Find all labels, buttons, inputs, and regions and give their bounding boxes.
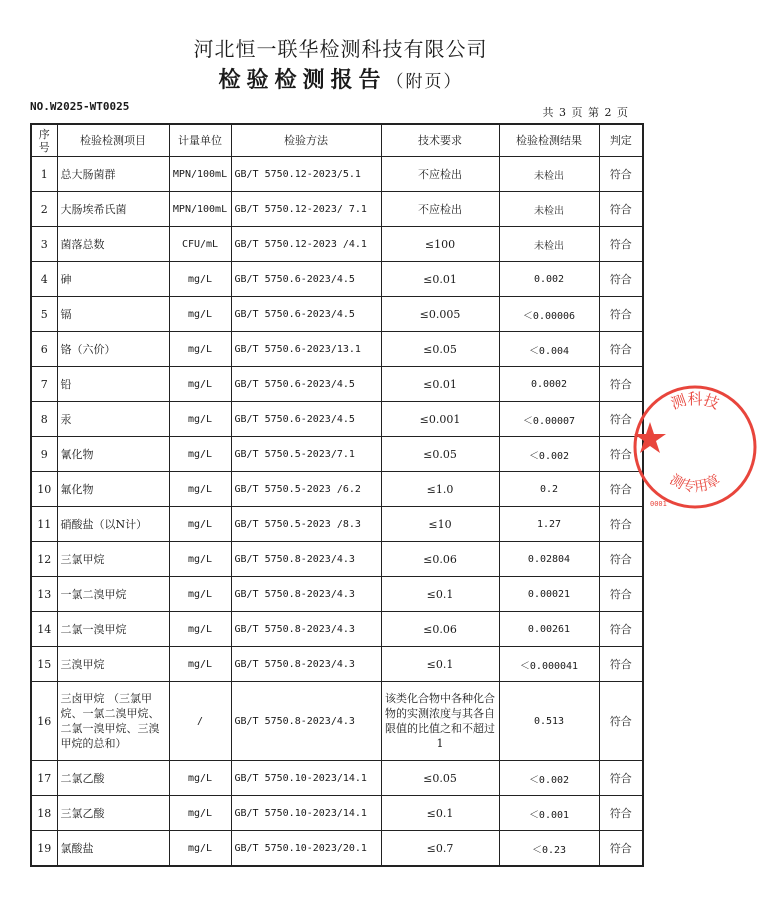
cell-method: GB/T 5750.8-2023/4.3: [231, 577, 381, 612]
cell-seq: 12: [31, 542, 57, 577]
cell-method: GB/T 5750.10-2023/14.1: [231, 796, 381, 831]
cell-method: GB/T 5750.5-2023 /6.2: [231, 472, 381, 507]
table-row: [31, 157, 643, 192]
cell-item: 硝酸盐（以N计）: [57, 507, 169, 542]
cell-seq: 15: [31, 647, 57, 682]
cell-item: 三卤甲烷 （三氯甲烷、一氯二溴甲烷、二氯一溴甲烷、三溴甲烷的总和）: [57, 682, 169, 761]
table-row: [31, 647, 643, 682]
cell-unit: mg/L: [169, 796, 231, 831]
cell-judgement: 符合: [599, 157, 643, 192]
cell-judgement: 符合: [599, 831, 643, 867]
cell-item: 菌落总数: [57, 227, 169, 262]
cell-requirement: ≤0.05: [381, 761, 499, 796]
col-header-seq: 序号: [31, 124, 57, 157]
cell-seq: 7: [31, 367, 57, 402]
cell-judgement: 符合: [599, 796, 643, 831]
cell-unit: mg/L: [169, 542, 231, 577]
cell-requirement: ≤10: [381, 507, 499, 542]
cell-judgement: 符合: [599, 297, 643, 332]
cell-requirement: ≤1.0: [381, 472, 499, 507]
cell-judgement: 符合: [599, 612, 643, 647]
table-row: [31, 796, 643, 831]
cell-seq: 8: [31, 402, 57, 437]
cell-unit: mg/L: [169, 577, 231, 612]
cell-method: GB/T 5750.10-2023/20.1: [231, 831, 381, 867]
cell-seq: 11: [31, 507, 57, 542]
col-header-judgement: 判定: [599, 124, 643, 157]
cell-requirement: ≤0.1: [381, 796, 499, 831]
table-row: [31, 192, 643, 227]
cell-item: 镉: [57, 297, 169, 332]
cell-requirement: 不应检出: [381, 157, 499, 192]
cell-method: GB/T 5750.5-2023 /8.3: [231, 507, 381, 542]
cell-result: ＜0.00007: [499, 402, 599, 437]
cell-result: 0.002: [499, 262, 599, 297]
table-row: [31, 402, 643, 437]
cell-item: 氯酸盐: [57, 831, 169, 867]
cell-seq: 6: [31, 332, 57, 367]
cell-seq: 5: [31, 297, 57, 332]
cell-item: 总大肠菌群: [57, 157, 169, 192]
table-row: [31, 542, 643, 577]
cell-item: 铅: [57, 367, 169, 402]
cell-requirement: ≤0.06: [381, 612, 499, 647]
cell-result: ＜0.001: [499, 796, 599, 831]
cell-result: 0.513: [499, 682, 599, 761]
cell-result: 1.27: [499, 507, 599, 542]
cell-seq: 14: [31, 612, 57, 647]
cell-requirement: ≤0.01: [381, 367, 499, 402]
seal-bottom-text: 测专用章: [666, 471, 724, 496]
cell-method: GB/T 5750.10-2023/14.1: [231, 761, 381, 796]
table-row: [31, 761, 643, 796]
cell-result: 0.2: [499, 472, 599, 507]
cell-judgement: 符合: [599, 682, 643, 761]
table-row: [31, 227, 643, 262]
cell-seq: 17: [31, 761, 57, 796]
cell-method: GB/T 5750.6-2023/13.1: [231, 332, 381, 367]
cell-unit: mg/L: [169, 761, 231, 796]
cell-judgement: 符合: [599, 761, 643, 796]
cell-seq: 19: [31, 831, 57, 867]
cell-item: 铬（六价）: [57, 332, 169, 367]
cell-judgement: 符合: [599, 437, 643, 472]
cell-unit: mg/L: [169, 831, 231, 867]
cell-item: 氟化物: [57, 472, 169, 507]
cell-unit: mg/L: [169, 332, 231, 367]
cell-method: GB/T 5750.6-2023/4.5: [231, 262, 381, 297]
cell-judgement: 符合: [599, 542, 643, 577]
cell-result: ＜0.002: [499, 437, 599, 472]
cell-unit: mg/L: [169, 402, 231, 437]
cell-item: 氰化物: [57, 437, 169, 472]
cell-judgement: 符合: [599, 402, 643, 437]
col-header-result: 检验检测结果: [499, 124, 599, 157]
cell-seq: 4: [31, 262, 57, 297]
cell-judgement: 符合: [599, 647, 643, 682]
cell-unit: mg/L: [169, 437, 231, 472]
cell-result: 未检出: [499, 157, 599, 192]
cell-item: 砷: [57, 262, 169, 297]
cell-requirement: ≤0.01: [381, 262, 499, 297]
cell-requirement: 不应检出: [381, 192, 499, 227]
cell-judgement: 符合: [599, 332, 643, 367]
cell-unit: MPN/100mL: [169, 157, 231, 192]
cell-item: 大肠埃希氏菌: [57, 192, 169, 227]
col-header-method: 检验方法: [231, 124, 381, 157]
table-row: [31, 262, 643, 297]
cell-unit: mg/L: [169, 647, 231, 682]
cell-result: 0.0002: [499, 367, 599, 402]
cell-result: 未检出: [499, 227, 599, 262]
seal-top-text: 测科技: [668, 390, 722, 413]
table-row: [31, 472, 643, 507]
cell-unit: mg/L: [169, 367, 231, 402]
cell-seq: 13: [31, 577, 57, 612]
cell-result: ＜0.00006: [499, 297, 599, 332]
cell-item: 三氯甲烷: [57, 542, 169, 577]
cell-result: 未检出: [499, 192, 599, 227]
company-name: 河北恒一联华检测科技有限公司: [193, 37, 488, 61]
table-header-row: [31, 124, 643, 157]
cell-requirement: ≤0.001: [381, 402, 499, 437]
table-row: [31, 367, 643, 402]
cell-unit: mg/L: [169, 297, 231, 332]
cell-result: 0.02804: [499, 542, 599, 577]
cell-seq: 9: [31, 437, 57, 472]
cell-requirement: 该类化合物中各种化合物的实测浓度与其各自限值的比值之和不超过1: [381, 682, 499, 761]
report-title-sub: （附页）: [386, 72, 463, 92]
cell-result: ＜0.000041: [499, 647, 599, 682]
cell-item: 三溴甲烷: [57, 647, 169, 682]
cell-judgement: 符合: [599, 507, 643, 542]
cell-judgement: 符合: [599, 577, 643, 612]
col-header-requirement: 技术要求: [381, 124, 499, 157]
cell-seq: 18: [31, 796, 57, 831]
cell-requirement: ≤0.7: [381, 831, 499, 867]
cell-unit: mg/L: [169, 612, 231, 647]
table-row: [31, 577, 643, 612]
cell-unit: mg/L: [169, 262, 231, 297]
cell-unit: mg/L: [169, 472, 231, 507]
cell-requirement: ≤100: [381, 227, 499, 262]
cell-seq: 10: [31, 472, 57, 507]
page-info: 共 3 页 第 2 页: [542, 106, 629, 119]
cell-method: GB/T 5750.12-2023/ 7.1: [231, 192, 381, 227]
cell-seq: 1: [31, 157, 57, 192]
cell-method: GB/T 5750.8-2023/4.3: [231, 612, 381, 647]
cell-requirement: ≤0.1: [381, 577, 499, 612]
cell-item: 三氯乙酸: [57, 796, 169, 831]
cell-item: 一氯二溴甲烷: [57, 577, 169, 612]
cell-result: ＜0.23: [499, 831, 599, 867]
cell-result: 0.00021: [499, 577, 599, 612]
cell-seq: 2: [31, 192, 57, 227]
cell-method: GB/T 5750.8-2023/4.3: [231, 647, 381, 682]
cell-method: GB/T 5750.12-2023/5.1: [231, 157, 381, 192]
report-title: [0, 63, 681, 94]
report-number: NO.W2025-WT0025: [30, 100, 130, 113]
cell-method: GB/T 5750.8-2023/4.3: [231, 542, 381, 577]
table-row: [31, 297, 643, 332]
cell-result: 0.00261: [499, 612, 599, 647]
cell-judgement: 符合: [599, 367, 643, 402]
cell-method: GB/T 5750.12-2023 /4.1: [231, 227, 381, 262]
cell-seq: 16: [31, 682, 57, 761]
table-row: [31, 332, 643, 367]
cell-requirement: ≤0.05: [381, 332, 499, 367]
official-seal: [630, 382, 760, 512]
cell-judgement: 符合: [599, 227, 643, 262]
seal-code: 0001: [650, 500, 667, 508]
table-row: [31, 437, 643, 472]
table-row: [31, 831, 643, 867]
report-title-main: 检验检测报告: [218, 67, 387, 93]
cell-method: GB/T 5750.8-2023/4.3: [231, 682, 381, 761]
cell-item: 二氯乙酸: [57, 761, 169, 796]
table-row: [31, 612, 643, 647]
results-table: [30, 123, 644, 867]
cell-unit: mg/L: [169, 507, 231, 542]
cell-method: GB/T 5750.6-2023/4.5: [231, 367, 381, 402]
cell-method: GB/T 5750.6-2023/4.5: [231, 402, 381, 437]
cell-judgement: 符合: [599, 192, 643, 227]
cell-seq: 3: [31, 227, 57, 262]
cell-unit: /: [169, 682, 231, 761]
table-row: [31, 507, 643, 542]
cell-item: 二氯一溴甲烷: [57, 612, 169, 647]
cell-item: 汞: [57, 402, 169, 437]
cell-result: ＜0.002: [499, 761, 599, 796]
cell-method: GB/T 5750.5-2023/7.1: [231, 437, 381, 472]
col-header-item: 检验检测项目: [57, 124, 169, 157]
cell-requirement: ≤0.05: [381, 437, 499, 472]
cell-requirement: ≤0.005: [381, 297, 499, 332]
table-row: [31, 682, 643, 761]
cell-requirement: ≤0.06: [381, 542, 499, 577]
cell-judgement: 符合: [599, 262, 643, 297]
cell-judgement: 符合: [599, 472, 643, 507]
cell-unit: MPN/100mL: [169, 192, 231, 227]
cell-method: GB/T 5750.6-2023/4.5: [231, 297, 381, 332]
cell-requirement: ≤0.1: [381, 647, 499, 682]
cell-unit: CFU/mL: [169, 227, 231, 262]
cell-result: ＜0.004: [499, 332, 599, 367]
col-header-unit: 计量单位: [169, 124, 231, 157]
